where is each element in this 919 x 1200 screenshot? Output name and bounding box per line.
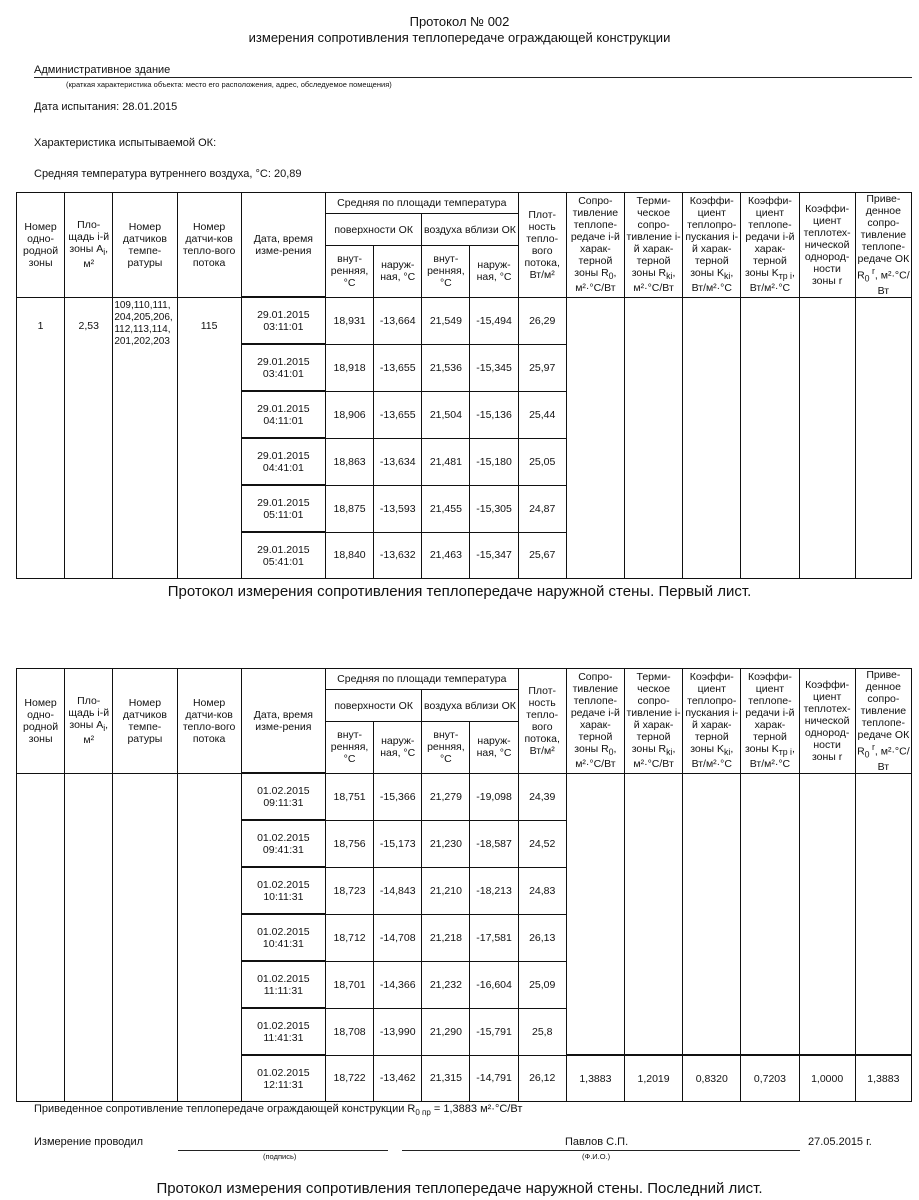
- air-inner-cell: 21,230: [422, 820, 470, 867]
- transfer-cell: [741, 297, 799, 579]
- table-row: [17, 773, 912, 820]
- air-outer-cell: -15,791: [470, 1008, 518, 1055]
- datetime-cell: 29.01.2015 04:11:01: [241, 391, 325, 438]
- surface-outer-cell: -13,664: [374, 297, 422, 344]
- flow-sensor-cell: [177, 773, 241, 1102]
- density-cell: 24,87: [518, 485, 566, 532]
- th-zone-no: Номер одно-родной зоны: [17, 669, 65, 774]
- datetime-cell: 29.01.2015 05:11:01: [241, 485, 325, 532]
- signature-line: [178, 1150, 388, 1151]
- density-cell: 24,52: [518, 820, 566, 867]
- density-cell: 26,12: [518, 1055, 566, 1102]
- surface-inner-cell: 18,708: [326, 1008, 374, 1055]
- th-avg-temp: Средняя по площади температура: [326, 193, 519, 214]
- datetime-cell: 01.02.2015 12:11:31: [241, 1055, 325, 1102]
- air-outer-cell: -19,098: [470, 773, 518, 820]
- table-row: [17, 297, 912, 344]
- th-transfer: Коэффи-циент теплопе-редачи i-й харак-терной зоны $K_{тр i}$, Вт/м²·°С: [741, 669, 799, 774]
- surface-outer-cell: -14,843: [374, 867, 422, 914]
- area-cell: [65, 773, 113, 1102]
- surface-inner-cell: 18,931: [326, 297, 374, 344]
- th-air-outer: наруж-ная, °С: [470, 722, 518, 773]
- object-name: Административное здание: [34, 64, 171, 76]
- air-inner-cell: 21,290: [422, 1008, 470, 1055]
- uniformity-cell: [799, 773, 855, 1055]
- th-zone-no: Номер одно-родной зоны: [17, 193, 65, 298]
- protocol-table-sheet-2: [16, 668, 912, 1102]
- datetime-cell: 01.02.2015 11:41:31: [241, 1008, 325, 1055]
- resistance-result: 1,3883: [566, 1055, 624, 1102]
- surface-inner-cell: 18,906: [326, 391, 374, 438]
- air-inner-cell: 21,549: [422, 297, 470, 344]
- ok-characteristic: Характеристика испытываемой ОК:: [34, 137, 217, 149]
- surface-inner-cell: 18,722: [326, 1055, 374, 1102]
- surface-inner-cell: 18,863: [326, 438, 374, 485]
- object-underline: [34, 77, 912, 78]
- density-cell: 25,67: [518, 532, 566, 579]
- protocol-table-sheet-1: [16, 192, 912, 579]
- th-transmission: Коэффи-циент теплопро-пускания i-й харак-терной зоны $K_{ki}$, Вт/м²·°С: [683, 669, 741, 774]
- surface-outer-cell: -13,632: [374, 532, 422, 579]
- name-note: (Ф.И.О.): [582, 1152, 611, 1161]
- th-surface-outer: наруж-ная, °С: [374, 246, 422, 297]
- air-outer-cell: -14,791: [470, 1055, 518, 1102]
- surface-inner-cell: 18,756: [326, 820, 374, 867]
- th-reduced: Приве-денное сопро-тивление теплопе-редаче ОК $R_0$ $^r$, м²·°С/Вт: [857, 669, 910, 773]
- datetime-cell: 29.01.2015 04:41:01: [241, 438, 325, 485]
- reduced-cell: [855, 297, 911, 579]
- datetime-cell: 01.02.2015 09:41:31: [241, 820, 325, 867]
- air-outer-cell: -16,604: [470, 961, 518, 1008]
- th-density: Плот-ность тепло-вого потока, Вт/м²: [518, 193, 566, 298]
- measured-by-label: Измерение проводил: [34, 1136, 144, 1148]
- datetime-cell: 01.02.2015 11:11:31: [241, 961, 325, 1008]
- transmission-cell: [683, 297, 741, 579]
- surface-outer-cell: -15,366: [374, 773, 422, 820]
- air-inner-cell: 21,536: [422, 344, 470, 391]
- name-line: [402, 1150, 800, 1151]
- air-inner-cell: 21,218: [422, 914, 470, 961]
- caption-sheet-1: Протокол измерения сопротивления теплопередаче наружной стены. Первый лист.: [167, 583, 752, 600]
- object-note: (краткая характеристика объекта: место его расположения, адрес, обследуемое помещения): [66, 80, 392, 89]
- area-cell: 2,53: [65, 297, 113, 579]
- reduced-resistance-summary: Приведенное сопротивление теплопередаче ограждающей конструкции $R_{0 пр} = 1,3883$ м²·°С/Вт: [34, 1103, 523, 1118]
- th-uniformity: Коэффи-циент теплотех-нической однород-ности зоны r: [799, 193, 855, 298]
- thermal-result: 1,2019: [624, 1055, 682, 1102]
- surface-inner-cell: 18,918: [326, 344, 374, 391]
- transfer-result: 0,7203: [741, 1055, 799, 1102]
- zone-no-cell: [17, 773, 65, 1102]
- protocol-subtitle: измерения сопротивления теплопередаче ограждающей конструкции: [248, 30, 671, 45]
- th-flow-sensors: Номер датчи-ков тепло-вого потока: [177, 193, 241, 298]
- density-cell: 25,97: [518, 344, 566, 391]
- air-outer-cell: -17,581: [470, 914, 518, 961]
- thermal-cell: [624, 773, 682, 1055]
- reduced-result: 1,3883: [855, 1055, 911, 1102]
- zone-no-cell: 1: [17, 297, 65, 579]
- air-outer-cell: -15,347: [470, 532, 518, 579]
- reduced-cell: [855, 773, 911, 1055]
- density-cell: 26,29: [518, 297, 566, 344]
- air-inner-cell: 21,463: [422, 532, 470, 579]
- density-cell: 25,44: [518, 391, 566, 438]
- surface-inner-cell: 18,712: [326, 914, 374, 961]
- th-datetime: Дата, время изме-рения: [241, 193, 325, 298]
- air-outer-cell: -15,305: [470, 485, 518, 532]
- datetime-cell: 29.01.2015 05:41:01: [241, 532, 325, 579]
- th-transfer: Коэффи-циент теплопе-редачи i-й харак-терной зоны $K_{тр i}$, Вт/м²·°С: [741, 193, 799, 298]
- th-datetime: Дата, время изме-рения: [241, 669, 325, 774]
- datetime-cell: 29.01.2015 03:41:01: [241, 344, 325, 391]
- th-air: воздуха вблизи ОК: [422, 214, 518, 246]
- air-inner-cell: 21,504: [422, 391, 470, 438]
- inspector-name: Павлов С.П.: [565, 1136, 629, 1148]
- th-surface: поверхности ОК: [326, 214, 422, 246]
- surface-inner-cell: 18,875: [326, 485, 374, 532]
- surface-inner-cell: 18,840: [326, 532, 374, 579]
- air-outer-cell: -18,587: [470, 820, 518, 867]
- density-cell: 26,13: [518, 914, 566, 961]
- transmission-result: 0,8320: [683, 1055, 741, 1102]
- th-reduced: Приве-денное сопро-тивление теплопе-редаче ОК $R_0$ $^r$, м²·°С/Вт: [857, 193, 910, 297]
- air-inner-cell: 21,210: [422, 867, 470, 914]
- surface-inner-cell: 18,751: [326, 773, 374, 820]
- th-transmission: Коэффи-циент теплопро-пускания i-й харак-терной зоны $K_{ki}$, Вт/м²·°С: [683, 193, 741, 298]
- th-air-inner: внут-ренняя, °С: [422, 246, 470, 297]
- signature-date: 27.05.2015 г.: [808, 1136, 872, 1148]
- caption-sheet-2: Протокол измерения сопротивления теплопередаче наружной стены. Последний лист.: [156, 1180, 763, 1197]
- density-cell: 25,05: [518, 438, 566, 485]
- th-surface: поверхности ОК: [326, 690, 422, 722]
- th-resistance: Сопро-тивление теплопе-редаче i-й харак-терной зоны $R_0$, м²·°С/Вт: [566, 669, 624, 774]
- th-air-inner: внут-ренняя, °С: [422, 722, 470, 773]
- air-inner-cell: 21,455: [422, 485, 470, 532]
- air-outer-cell: -15,494: [470, 297, 518, 344]
- th-surface-inner: внут-ренняя, °С: [326, 722, 374, 773]
- transfer-cell: [741, 773, 799, 1055]
- th-thermal: Терми-ческое сопро-тивление i-й харак-терной зоны $R_{ki}$, м²·°С/Вт: [624, 193, 682, 298]
- test-date: Дата испытания: 28.01.2015: [34, 101, 178, 113]
- density-cell: 25,8: [518, 1008, 566, 1055]
- uniformity-cell: [799, 297, 855, 579]
- air-inner-cell: 21,315: [422, 1055, 470, 1102]
- surface-outer-cell: -13,462: [374, 1055, 422, 1102]
- datetime-cell: 01.02.2015 10:11:31: [241, 867, 325, 914]
- surface-outer-cell: -14,366: [374, 961, 422, 1008]
- th-air-outer: наруж-ная, °С: [470, 246, 518, 297]
- th-area: Пло-щадь i-й зоны $A_i$, м²: [65, 669, 113, 774]
- air-outer-cell: -18,213: [470, 867, 518, 914]
- surface-outer-cell: -15,173: [374, 820, 422, 867]
- th-air: воздуха вблизи ОК: [422, 690, 518, 722]
- protocol-title: Протокол № 002: [409, 14, 510, 29]
- surface-inner-cell: 18,701: [326, 961, 374, 1008]
- datetime-cell: 01.02.2015 09:11:31: [241, 773, 325, 820]
- density-cell: 24,83: [518, 867, 566, 914]
- resistance-cell: [566, 773, 624, 1055]
- datetime-cell: 01.02.2015 10:41:31: [241, 914, 325, 961]
- flow-sensor-cell: 115: [177, 297, 241, 579]
- sensors-cell: 109,110,111, 204,205,206, 112,113,114, 201,202,203: [113, 297, 177, 579]
- th-area: Пло-щадь i-й зоны $A_i$, м²: [65, 193, 113, 298]
- transmission-cell: [683, 773, 741, 1055]
- air-outer-cell: -15,180: [470, 438, 518, 485]
- surface-outer-cell: -14,708: [374, 914, 422, 961]
- th-temp-sensors: Номер датчиков темпе-ратуры: [113, 669, 177, 774]
- air-inner-cell: 21,481: [422, 438, 470, 485]
- th-surface-inner: внут-ренняя, °С: [326, 246, 374, 297]
- datetime-cell: 29.01.2015 03:11:01: [241, 297, 325, 344]
- resistance-cell: [566, 297, 624, 579]
- th-temp-sensors: Номер датчиков темпе-ратуры: [113, 193, 177, 298]
- density-cell: 24,39: [518, 773, 566, 820]
- air-outer-cell: -15,136: [470, 391, 518, 438]
- air-outer-cell: -15,345: [470, 344, 518, 391]
- th-uniformity: Коэффи-циент теплотех-нической однород-ности зоны r: [799, 669, 855, 774]
- surface-outer-cell: -13,655: [374, 344, 422, 391]
- th-thermal: Терми-ческое сопро-тивление i-й харак-терной зоны $R_{ki}$, м²·°С/Вт: [624, 669, 682, 774]
- th-avg-temp: Средняя по площади температура: [326, 669, 519, 690]
- surface-outer-cell: -13,990: [374, 1008, 422, 1055]
- th-flow-sensors: Номер датчи-ков тепло-вого потока: [177, 669, 241, 774]
- thermal-cell: [624, 297, 682, 579]
- surface-outer-cell: -13,593: [374, 485, 422, 532]
- surface-outer-cell: -13,655: [374, 391, 422, 438]
- air-inner-cell: 21,232: [422, 961, 470, 1008]
- th-resistance: Сопро-тивление теплопе-редаче i-й харак-терной зоны $R_0$, м²·°С/Вт: [566, 193, 624, 298]
- sensors-cell: [113, 773, 177, 1102]
- th-surface-outer: наруж-ная, °С: [374, 722, 422, 773]
- signature-note: (подпись): [263, 1152, 297, 1161]
- uniformity-result: 1,0000: [799, 1055, 855, 1102]
- th-density: Плот-ность тепло-вого потока, Вт/м²: [518, 669, 566, 774]
- surface-inner-cell: 18,723: [326, 867, 374, 914]
- air-inner-cell: 21,279: [422, 773, 470, 820]
- surface-outer-cell: -13,634: [374, 438, 422, 485]
- density-cell: 25,09: [518, 961, 566, 1008]
- inner-air-temp: Средняя температура вутреннего воздуха, °С: 20,89: [34, 168, 302, 180]
